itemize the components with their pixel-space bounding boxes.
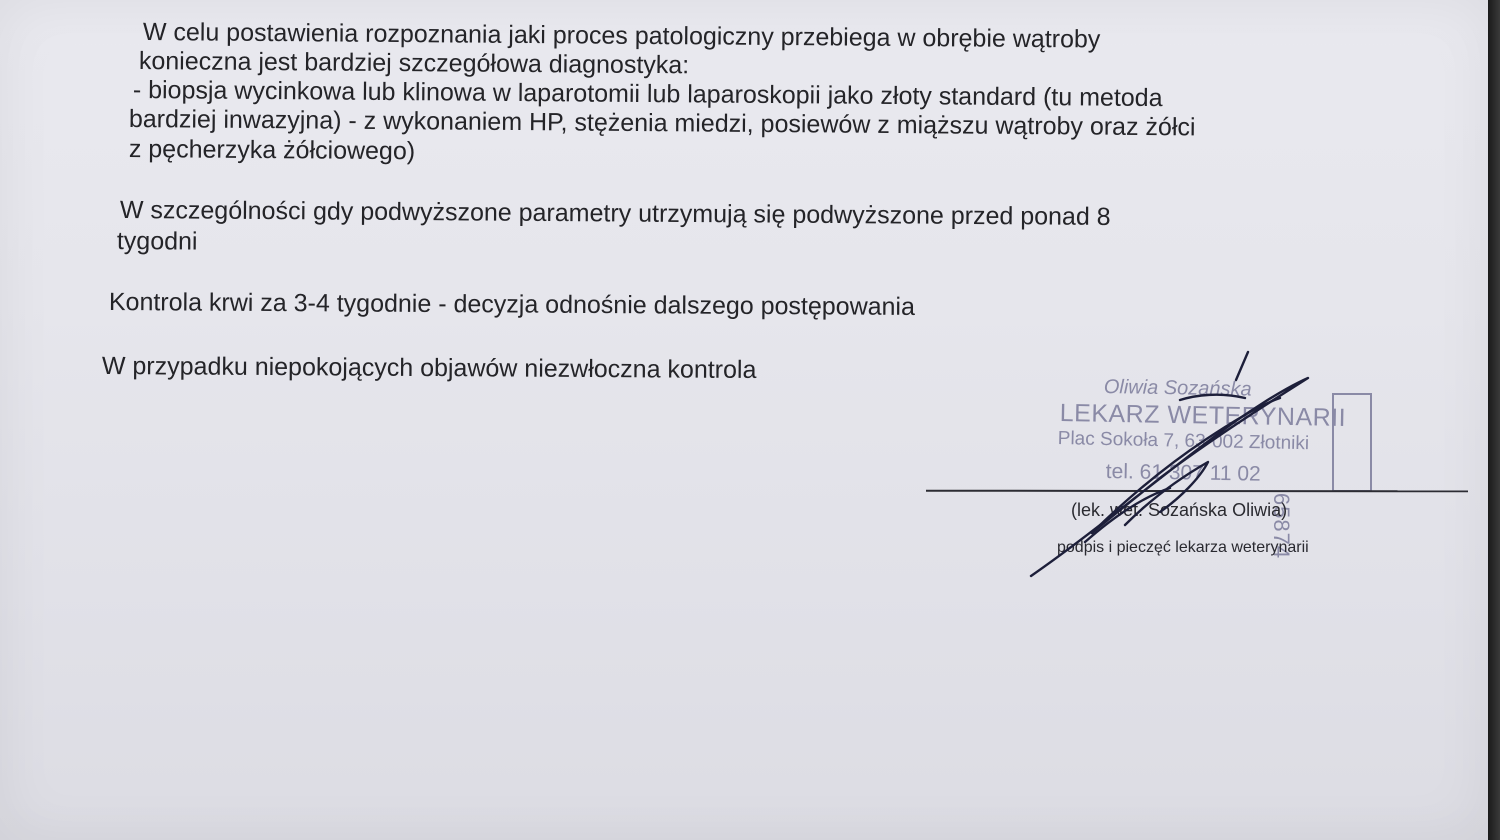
text-line: W celu postawienia rozpoznania jaki proces patologiczny przebiega w obrębie wątroby [142,18,1101,54]
text-line: konieczna jest bardziej szczegółowa diagnostyka: [138,47,690,80]
stamp-address: Plac Sokoła 7, 63-002 Złotniki [1057,428,1310,455]
text-line: W szczególności gdy podwyższone parametry utrzymują się podwyższone przed ponad 8 [119,196,1111,231]
paper-edge [1488,0,1500,840]
text-line: tygodni [116,227,198,256]
text-line: - biopsja wycinkowa lub klinowa w laparotomii lub laparoskopii jako złoty standard (tu metoda [132,76,1163,113]
signature-name: (lek. wet. Sozańska Oliwia) [1071,500,1288,520]
stamp-phone: tel. 61 307 11 02 [1105,460,1261,486]
text-line: W przypadku niepokojących objawów niezwłoczna kontrola [101,352,757,384]
signature-caption: podpis i pieczęć lekarza weterynarii [1057,539,1309,556]
stamp-name: Oliwia Sozańska [1103,376,1252,401]
text-line: z pęcherzyka żółciowego) [128,135,416,166]
stamp-title: LEKARZ WETERYNARII [1059,399,1347,432]
text-line: bardziej inwazyjna) - z wykonaniem HP, stężenia miedzi, posiewów z miąższu wątroby oraz żółci [128,105,1196,142]
license-number: 65874 [1269,492,1294,560]
text-line: Kontrola krwi za 3-4 tygodnie - decyzja odnośnie dalszego postępowania [108,288,916,321]
